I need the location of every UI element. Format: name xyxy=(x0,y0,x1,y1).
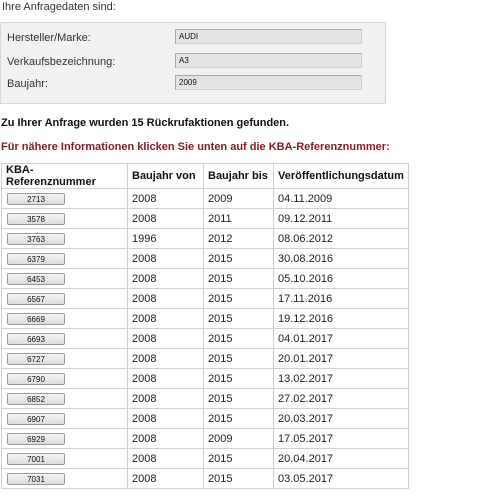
year-from-cell: 1996 xyxy=(128,229,204,249)
year-to-cell: 2015 xyxy=(204,469,274,489)
year-to-cell: 2015 xyxy=(204,389,274,409)
published-date-cell: 20.01.2017 xyxy=(274,349,409,369)
year-from-cell: 2008 xyxy=(128,329,204,349)
kba-ref-cell xyxy=(2,349,128,369)
kba-ref-cell xyxy=(2,389,128,409)
published-date-cell: 17.05.2017 xyxy=(274,429,409,449)
header-kba-ref: KBA-Referenznummer xyxy=(2,164,128,189)
kba-ref-button[interactable]: 6453 xyxy=(7,273,65,285)
kba-ref-button[interactable]: 3578 xyxy=(7,213,65,225)
year-from-cell: 2008 xyxy=(128,429,204,449)
kba-ref-button[interactable]: 6727 xyxy=(7,353,65,365)
year-from-cell: 2008 xyxy=(128,269,204,289)
kba-ref-button[interactable]: 7031 xyxy=(7,473,65,485)
year-from-cell: 2008 xyxy=(128,449,204,469)
year-to-cell: 2015 xyxy=(204,449,274,469)
year-to-cell: 2011 xyxy=(204,209,274,229)
year-field[interactable]: 2009 xyxy=(175,75,362,90)
manufacturer-label: Hersteller/Marke: xyxy=(7,32,91,44)
table-row xyxy=(2,189,409,209)
year-label: Baujahr: xyxy=(7,78,48,90)
published-date-cell: 20.04.2017 xyxy=(274,449,409,469)
header-year-from: Baujahr von xyxy=(128,164,204,189)
kba-ref-cell xyxy=(2,409,128,429)
table-row xyxy=(2,369,409,389)
published-date-cell: 03.05.2017 xyxy=(274,469,409,489)
year-to-cell: 2015 xyxy=(204,249,274,269)
kba-ref-cell xyxy=(2,269,128,289)
table-row xyxy=(2,389,409,409)
table-row xyxy=(2,249,409,269)
year-to-cell: 2015 xyxy=(204,369,274,389)
kba-ref-button[interactable]: 7001 xyxy=(7,453,65,465)
year-to-cell: 2012 xyxy=(204,229,274,249)
year-from-cell: 2008 xyxy=(128,289,204,309)
year-to-cell: 2015 xyxy=(204,269,274,289)
table-row xyxy=(2,469,409,489)
published-date-cell: 17.11.2016 xyxy=(274,289,409,309)
kba-ref-button[interactable]: 6379 xyxy=(7,253,65,265)
published-date-cell: 13.02.2017 xyxy=(274,369,409,389)
published-date-cell: 04.11.2009 xyxy=(274,189,409,209)
year-from-cell: 2008 xyxy=(128,209,204,229)
year-from-cell: 2008 xyxy=(128,469,204,489)
kba-ref-button[interactable]: 2713 xyxy=(7,193,65,205)
table-row xyxy=(2,329,409,349)
kba-ref-cell xyxy=(2,429,128,449)
year-to-cell: 2015 xyxy=(204,289,274,309)
kba-ref-button[interactable]: 6852 xyxy=(7,393,65,405)
published-date-cell: 19.12.2016 xyxy=(274,309,409,329)
instruction-text: Für nähere Informationen klicken Sie unten auf die KBA-Referenznummer: xyxy=(1,141,390,153)
year-from-cell: 2008 xyxy=(128,189,204,209)
kba-ref-cell xyxy=(2,369,128,389)
kba-ref-cell xyxy=(2,189,128,209)
year-row xyxy=(7,75,377,95)
intro-text: Ihre Anfragedaten sind: xyxy=(2,1,116,13)
kba-ref-button[interactable]: 6693 xyxy=(7,333,65,345)
year-to-cell: 2015 xyxy=(204,349,274,369)
published-date-cell: 30.08.2016 xyxy=(274,249,409,269)
query-data-box xyxy=(0,22,386,104)
kba-ref-button[interactable]: 6929 xyxy=(7,433,65,445)
kba-ref-cell xyxy=(2,309,128,329)
kba-ref-button[interactable]: 6790 xyxy=(7,373,65,385)
table-row xyxy=(2,269,409,289)
year-to-cell: 2015 xyxy=(204,309,274,329)
year-to-cell: 2015 xyxy=(204,409,274,429)
published-date-cell: 20.03.2017 xyxy=(274,409,409,429)
year-to-cell: 2015 xyxy=(204,329,274,349)
kba-ref-button[interactable]: 6907 xyxy=(7,413,65,425)
kba-ref-button[interactable]: 6567 xyxy=(7,293,65,305)
kba-ref-cell xyxy=(2,229,128,249)
manufacturer-field[interactable]: AUDI xyxy=(175,29,362,44)
published-date-cell: 08.06.2012 xyxy=(274,229,409,249)
published-date-cell: 05.10.2016 xyxy=(274,269,409,289)
year-from-cell: 2008 xyxy=(128,249,204,269)
header-published-date: Veröffentlichungsdatum xyxy=(274,164,409,189)
kba-ref-cell xyxy=(2,329,128,349)
year-from-cell: 2008 xyxy=(128,309,204,329)
results-count-text: Zu Ihrer Anfrage wurden 15 Rückrufaktionen gefunden. xyxy=(1,117,290,129)
table-row xyxy=(2,289,409,309)
published-date-cell: 09.12.2011 xyxy=(274,209,409,229)
header-year-to: Baujahr bis xyxy=(204,164,274,189)
model-field[interactable]: A3 xyxy=(175,53,362,68)
published-date-cell: 27.02.2017 xyxy=(274,389,409,409)
kba-ref-cell xyxy=(2,449,128,469)
table-row xyxy=(2,309,409,329)
year-to-cell: 2009 xyxy=(204,189,274,209)
table-row xyxy=(2,229,409,249)
kba-ref-cell xyxy=(2,209,128,229)
year-from-cell: 2008 xyxy=(128,369,204,389)
year-from-cell: 2008 xyxy=(128,389,204,409)
year-from-cell: 2008 xyxy=(128,409,204,429)
manufacturer-row xyxy=(7,29,377,49)
kba-ref-cell xyxy=(2,469,128,489)
recall-table xyxy=(1,163,409,489)
table-row xyxy=(2,409,409,429)
year-to-cell: 2009 xyxy=(204,429,274,449)
kba-ref-button[interactable]: 6669 xyxy=(7,313,65,325)
table-row xyxy=(2,449,409,469)
kba-ref-button[interactable]: 3763 xyxy=(7,233,65,245)
table-row xyxy=(2,209,409,229)
model-row xyxy=(7,53,377,73)
table-header-row xyxy=(2,164,409,189)
table-row xyxy=(2,429,409,449)
published-date-cell: 04.01.2017 xyxy=(274,329,409,349)
kba-ref-cell xyxy=(2,289,128,309)
kba-ref-cell xyxy=(2,249,128,269)
year-from-cell: 2008 xyxy=(128,349,204,369)
model-label: Verkaufsbezeichnung: xyxy=(7,56,116,68)
table-row xyxy=(2,349,409,369)
